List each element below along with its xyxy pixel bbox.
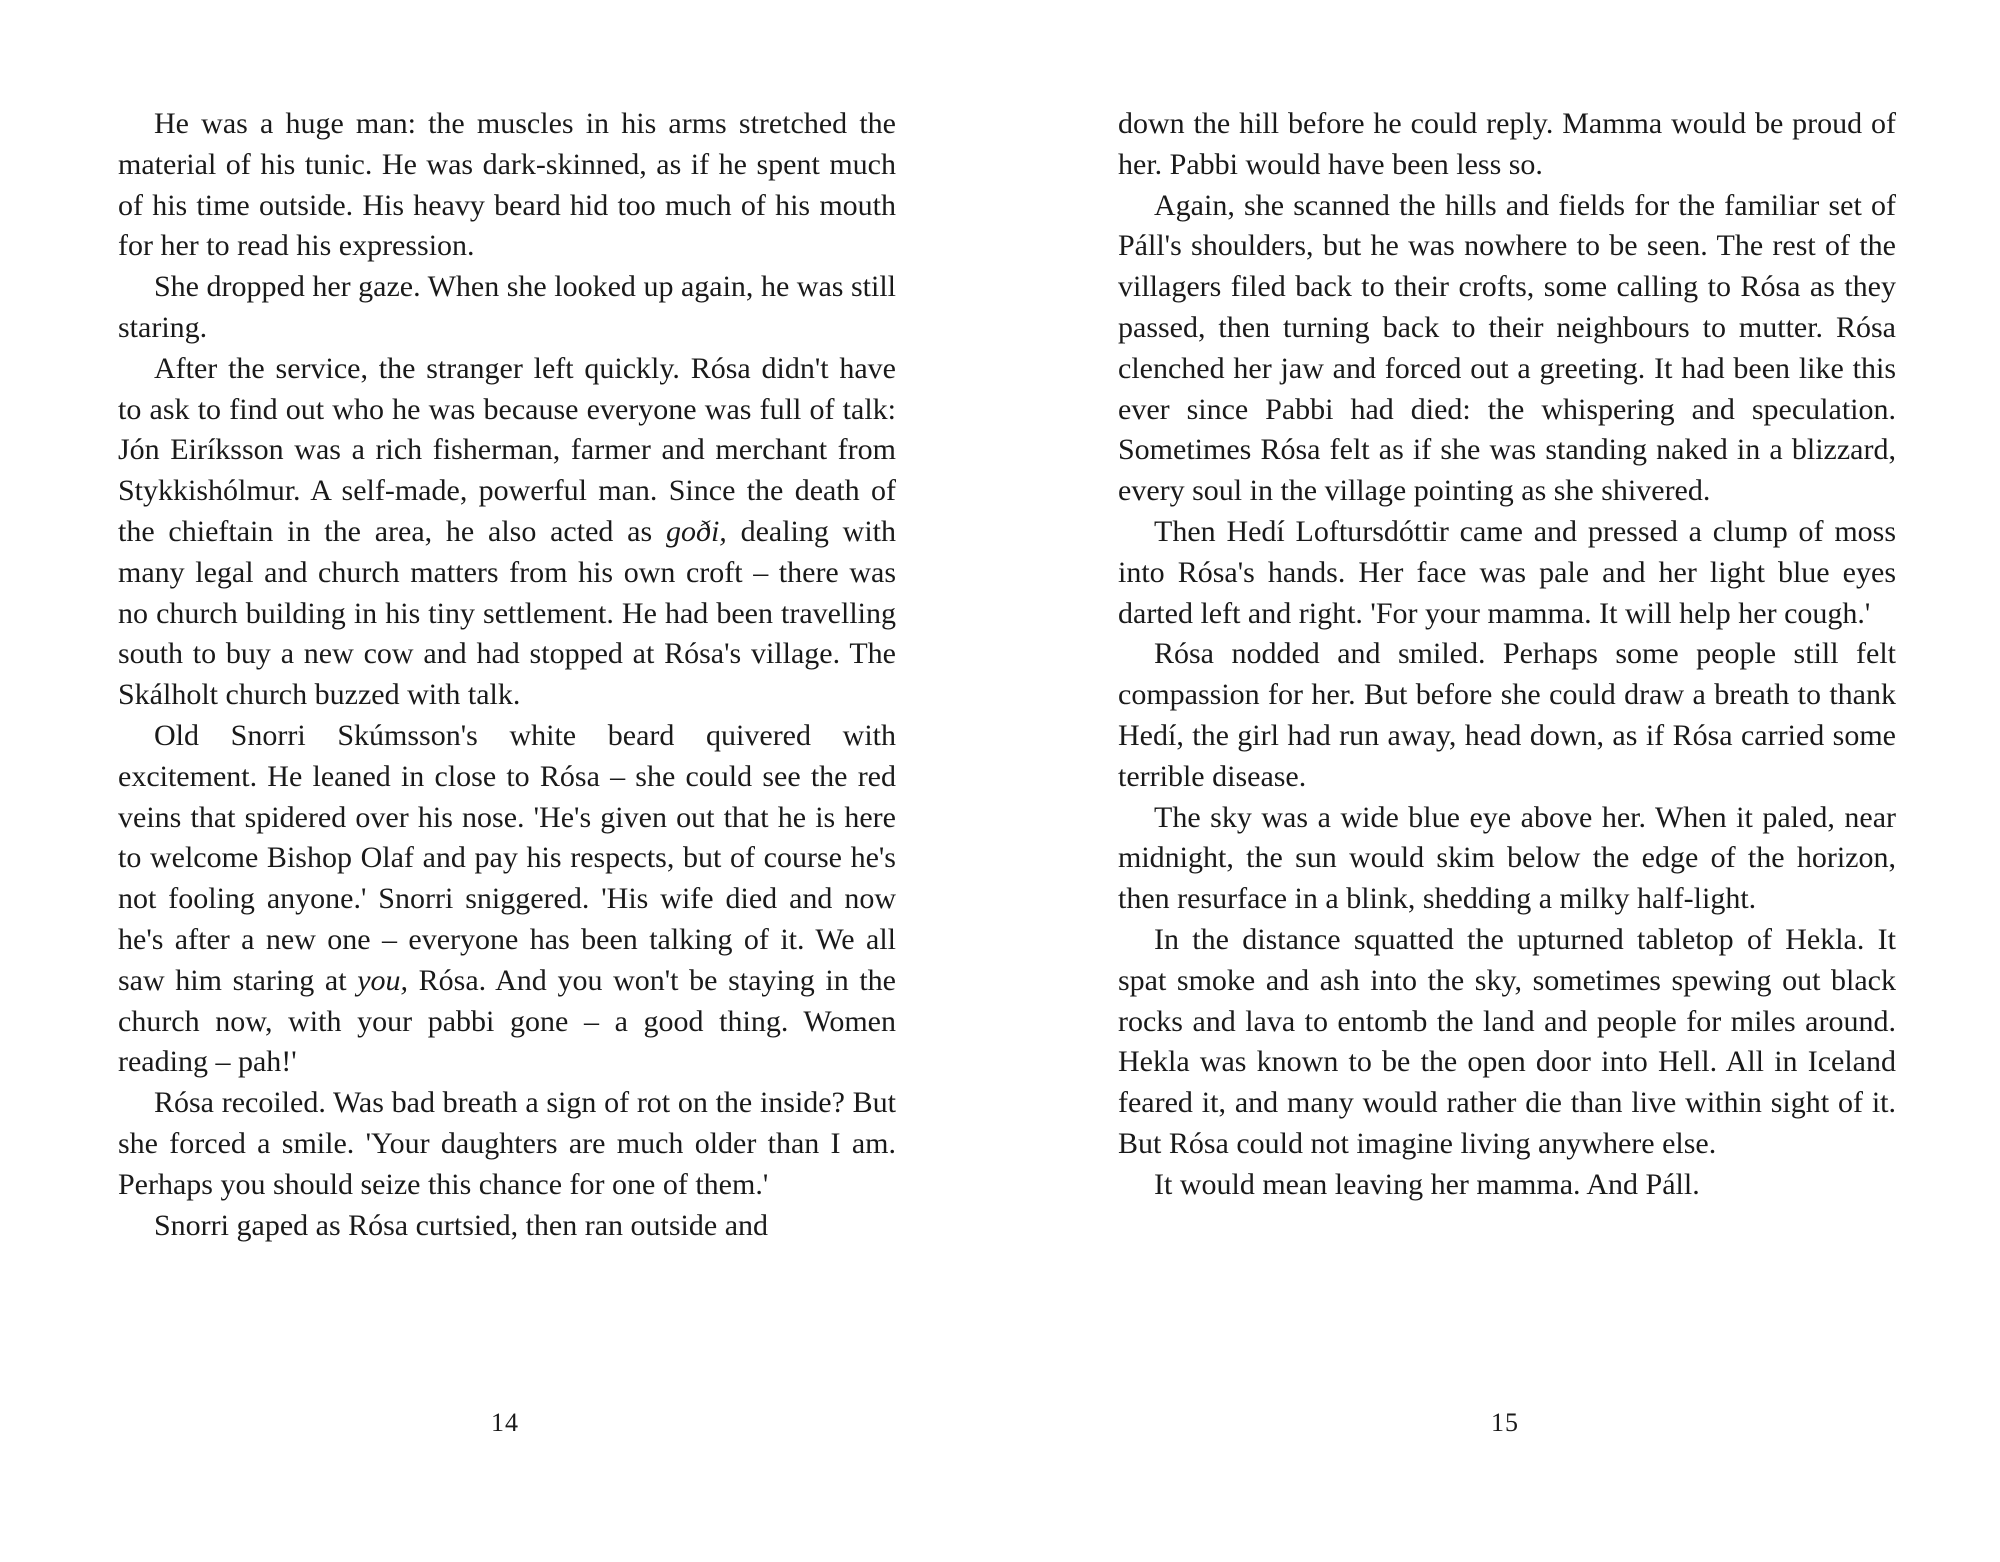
paragraph: Again, she scanned the hills and fields for the familiar set of Páll's shoulders, but he was nowhere to be seen. The rest of the villagers filed back to their crofts, some calling to Rósa as they passed, then turning back to their neighbours to mutter. Rósa clenched her jaw and forced out a greeting. It had been like this ever since Pabbi had died: the whispering and speculation. Sometimes Rósa felt as if she was standing naked in a blizzard, every soul in the village pointing as she shivered. (1118, 188, 1896, 508)
left-page (118, 104, 896, 1246)
paragraph: Rósa recoiled. Was bad breath a sign of rot on the inside? But she forced a smile. 'Your daughters are much older than I am. Perhaps you should seize this chance for one of them.' (118, 1086, 896, 1201)
paragraph (118, 716, 896, 1083)
paragraph-text: Old Snorri Skúmsson's white beard quivered with excitement. He leaned in close to Rósa – she could see the red veins that spidered over his nose. 'He's given out that he is here to welcome Bishop Olaf and pay his respects, but of course he's not fooling anyone.' Snorri sniggered. 'His wife died and now he's after a new one – everyone has been talking of it. We all saw him staring at (118, 718, 896, 997)
paragraph-text: dealing with many legal and church matters from his own croft – there was no church building in his tiny settlement. He had been travelling south to buy a new cow and had stopped at Rósa's village. The Skálholt church buzzed with talk. (118, 514, 896, 712)
paragraph: Rósa nodded and smiled. Perhaps some people still felt compassion for her. But before she could draw a breath to thank Hedí, the girl had run away, head down, as if Rósa carried some terrible disease. (1118, 637, 1896, 793)
paragraph: She dropped her gaze. When she looked up again, he was still staring. (118, 270, 896, 344)
paragraph: In the distance squatted the upturned tabletop of Hekla. It spat smoke and ash into the sky, sometimes spewing out black rocks and lava to entomb the land and people for miles around. Hekla was known to be the open door into Hell. All in Iceland feared it, and many would rather die than live within sight of it. But Rósa could not imagine living anywhere else. (1118, 922, 1896, 1160)
page-number: 15 (1491, 1408, 1519, 1437)
italic-word: you, (357, 963, 409, 997)
paragraph-text: Rósa. And you won't be staying in the church now, with your pabbi gone – a good thing. Women reading – pah!' (118, 963, 896, 1079)
paragraph: Snorri gaped as Rósa curtsied, then ran outside and (154, 1208, 769, 1242)
italic-word: goði, (665, 514, 727, 548)
paragraph-text: After the service, the stranger left quickly. Rósa didn't have to ask to find out who he was because everyone was full of talk: Jón Eiríksson was a rich fisherman, farmer and merchant from Stykkishólmur. A self-made, powerful man. Since the death of the chieftain in the area, he also acted as (118, 351, 896, 548)
paragraph: down the hill before he could reply. Mamma would be proud of her. Pabbi would have been less so. (1118, 107, 1896, 181)
paragraph: He was a huge man: the muscles in his arms stretched the material of his tunic. He was dark-skinned, as if he spent much of his time outside. His heavy beard hid too much of his mouth for her to read his expression. (118, 107, 896, 263)
paragraph: The sky was a wide blue eye above her. When it paled, near midnight, the sun would skim below the edge of the horizon, then resurface in a blink, shedding a milky half-light. (1118, 800, 1896, 916)
paragraph (118, 349, 896, 716)
paragraph: It would mean leaving her mamma. And Páll. (1154, 1167, 1700, 1201)
paragraph: Then Hedí Loftursdóttir came and pressed a clump of moss into Rósa's hands. Her face was pale and her light blue eyes darted left and right. 'For your mamma. It will help her cough.' (1118, 514, 1896, 630)
right-page (1118, 104, 1896, 1206)
page-number: 14 (491, 1408, 519, 1437)
